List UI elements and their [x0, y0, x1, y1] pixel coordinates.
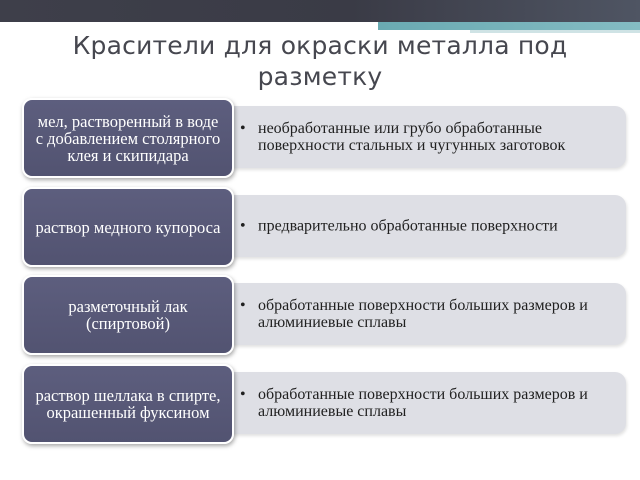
row-label-box: раствор шеллака в спирте, окрашенный фуксином — [22, 364, 234, 444]
bullet-icon: • — [240, 217, 246, 235]
row-label-box: мел, растворенный в воде с добавлением столярного клея и скипидара — [22, 98, 234, 178]
bullet-icon: • — [240, 297, 246, 314]
row-label-box: разметочный лак (спиртовой) — [22, 275, 234, 355]
row-1 — [22, 98, 626, 178]
row-description: обработанные поверхности больших размеров и алюминиевые сплавы — [258, 297, 588, 331]
row-description-box — [210, 106, 626, 168]
row-description-box — [210, 283, 626, 345]
top-banner — [0, 0, 640, 22]
row-description: предварительно обработанные поверхности — [258, 217, 558, 235]
bullet-icon: • — [240, 386, 246, 403]
row-description: необработанные или грубо обработанные поверхности стальных и чугунных заготовок — [258, 120, 566, 154]
row-description-box — [210, 372, 626, 434]
bullet-icon: • — [240, 120, 246, 137]
row-label-box: раствор медного купороса — [22, 187, 234, 267]
row-4 — [22, 364, 626, 444]
row-3 — [22, 275, 626, 355]
row-description: обработанные поверхности больших размеров и алюминиевые сплавы — [258, 386, 588, 420]
row-2 — [22, 187, 626, 267]
row-description-box — [210, 195, 626, 257]
top-accent-stripe — [378, 22, 640, 30]
slide-title: Красители для окраски металла под разметку — [72, 31, 568, 91]
